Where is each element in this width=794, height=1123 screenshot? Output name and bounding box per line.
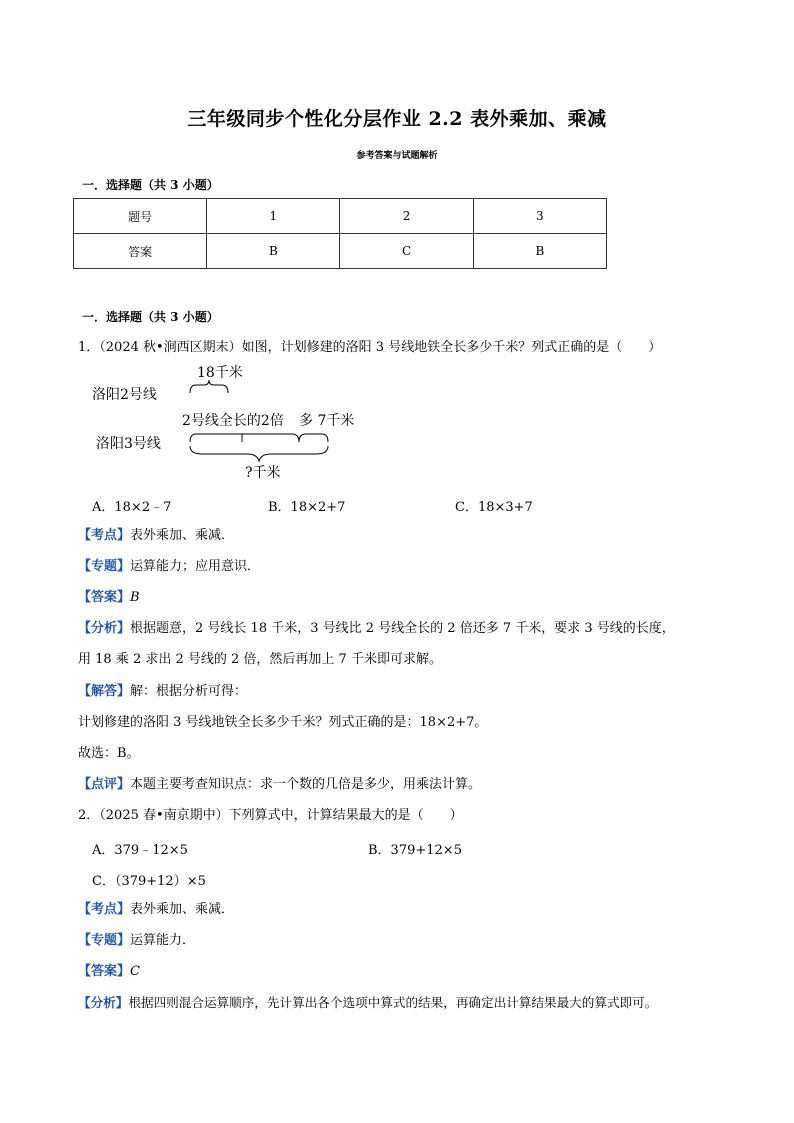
kaodian-text: 表外乘加、乘减． bbox=[130, 902, 235, 917]
table-cell: B bbox=[207, 234, 340, 269]
kaodian-text: 表外乘加、乘减． bbox=[130, 528, 235, 543]
line2-label: 洛阳2号线 bbox=[92, 387, 157, 403]
question-1-stem: 1．（2024 秋•涧西区期末）如图，计划修建的洛阳 3 号线地铁全长多少千米？列式正确的是（ ） bbox=[78, 340, 662, 355]
tag-label: 【答案】 bbox=[78, 964, 131, 979]
dianping-text: 本题主要考查知识点：求一个数的几倍是多少，用乘法计算。 bbox=[130, 777, 482, 792]
q2-kaodian bbox=[78, 901, 234, 919]
tag-label: 【点评】 bbox=[78, 777, 131, 792]
q1-fenxi-cont: 用 18 乘 2 求出 2 号线的 2 倍，然后再加上 7 千米即可求解。 bbox=[78, 652, 442, 667]
table-cell: 2 bbox=[340, 199, 473, 234]
table-row bbox=[74, 199, 607, 234]
q2-option-c: C．（379+12）×5 bbox=[92, 874, 206, 889]
q1-jieda-line3: 故选：B。 bbox=[78, 746, 140, 761]
q2-option-a: A．379﹣12×5 bbox=[92, 843, 188, 858]
q2-daan bbox=[78, 963, 140, 981]
total-label: ?千米 bbox=[245, 465, 281, 481]
q2-option-b: B．379+12×5 bbox=[368, 843, 462, 858]
page-subtitle: 参考答案与试题解析 bbox=[356, 151, 438, 161]
answer-table bbox=[73, 198, 607, 269]
fenxi-text: 根据题意，2 号线长 18 千米，3 号线比 2 号线全长的 2 倍还多 7 千米，要求 3 号线的长度， bbox=[130, 621, 675, 636]
table-cell: C bbox=[340, 234, 473, 269]
more-brace bbox=[299, 434, 328, 442]
section-heading-questions: 一．选择题（共 3 小题） bbox=[82, 310, 219, 324]
table-cell: B bbox=[473, 234, 606, 269]
q1-dianping bbox=[78, 776, 481, 794]
tag-label: 【考点】 bbox=[78, 902, 131, 917]
line-diagram bbox=[92, 360, 392, 490]
question-2-stem: 2．（2025 春•南京期中）下列算式中，计算结果最大的是（ ） bbox=[78, 808, 463, 823]
table-cell: 3 bbox=[473, 199, 606, 234]
tag-label: 【分析】 bbox=[78, 621, 131, 636]
double-brace bbox=[190, 434, 299, 442]
tag-label: 【专题】 bbox=[78, 933, 131, 948]
total-brace bbox=[190, 446, 328, 461]
q1-option-a: A．18×2﹣7 bbox=[92, 500, 172, 515]
q2-fenxi bbox=[78, 994, 657, 1012]
zhuanti-text: 运算能力；应用意识． bbox=[130, 559, 261, 574]
q1-jieda bbox=[78, 683, 247, 701]
more-label: 多 7千米 bbox=[299, 413, 355, 429]
section-heading-answers: 一．选择题（共 3 小题） bbox=[82, 178, 219, 192]
table-cell: 1 bbox=[207, 199, 340, 234]
tag-label: 【答案】 bbox=[78, 590, 131, 605]
tag-label: 【解答】 bbox=[78, 684, 131, 699]
table-row bbox=[74, 234, 607, 269]
tag-label: 【考点】 bbox=[78, 528, 131, 543]
answer-value: B bbox=[130, 590, 140, 605]
table-cell: 题号 bbox=[74, 199, 207, 234]
zhuanti-text: 运算能力． bbox=[130, 933, 196, 948]
top-length-label: 18千米 bbox=[197, 365, 243, 381]
tag-label: 【专题】 bbox=[78, 559, 131, 574]
answer-value: C bbox=[130, 964, 140, 979]
q1-fenxi bbox=[78, 620, 675, 638]
q1-option-b: B．18×2+7 bbox=[268, 500, 346, 515]
q1-zhuanti bbox=[78, 558, 260, 576]
tag-label: 【分析】 bbox=[78, 995, 129, 1010]
line3-label: 洛阳3号线 bbox=[96, 436, 161, 452]
q1-option-c: C．18×3+7 bbox=[455, 500, 533, 515]
top-brace bbox=[190, 380, 228, 393]
fenxi-text: 根据四则混合运算顺序，先计算出各个选项中算式的结果，再确定出计算结果最大的算式即可。 bbox=[128, 995, 658, 1010]
double-label: 2号线全长的2倍 bbox=[182, 413, 284, 429]
q2-zhuanti bbox=[78, 932, 195, 950]
q1-jieda-line2: 计划修建的洛阳 3 号线地铁全长多少千米？列式正确的是：18×2+7。 bbox=[78, 715, 488, 730]
q1-kaodian bbox=[78, 527, 234, 545]
q1-daan bbox=[78, 589, 140, 607]
jieda-text: 解：根据分析可得： bbox=[130, 684, 248, 699]
page-title: 三年级同步个性化分层作业 2.2 表外乘加、乘减 bbox=[187, 108, 607, 130]
table-cell: 答案 bbox=[74, 234, 207, 269]
